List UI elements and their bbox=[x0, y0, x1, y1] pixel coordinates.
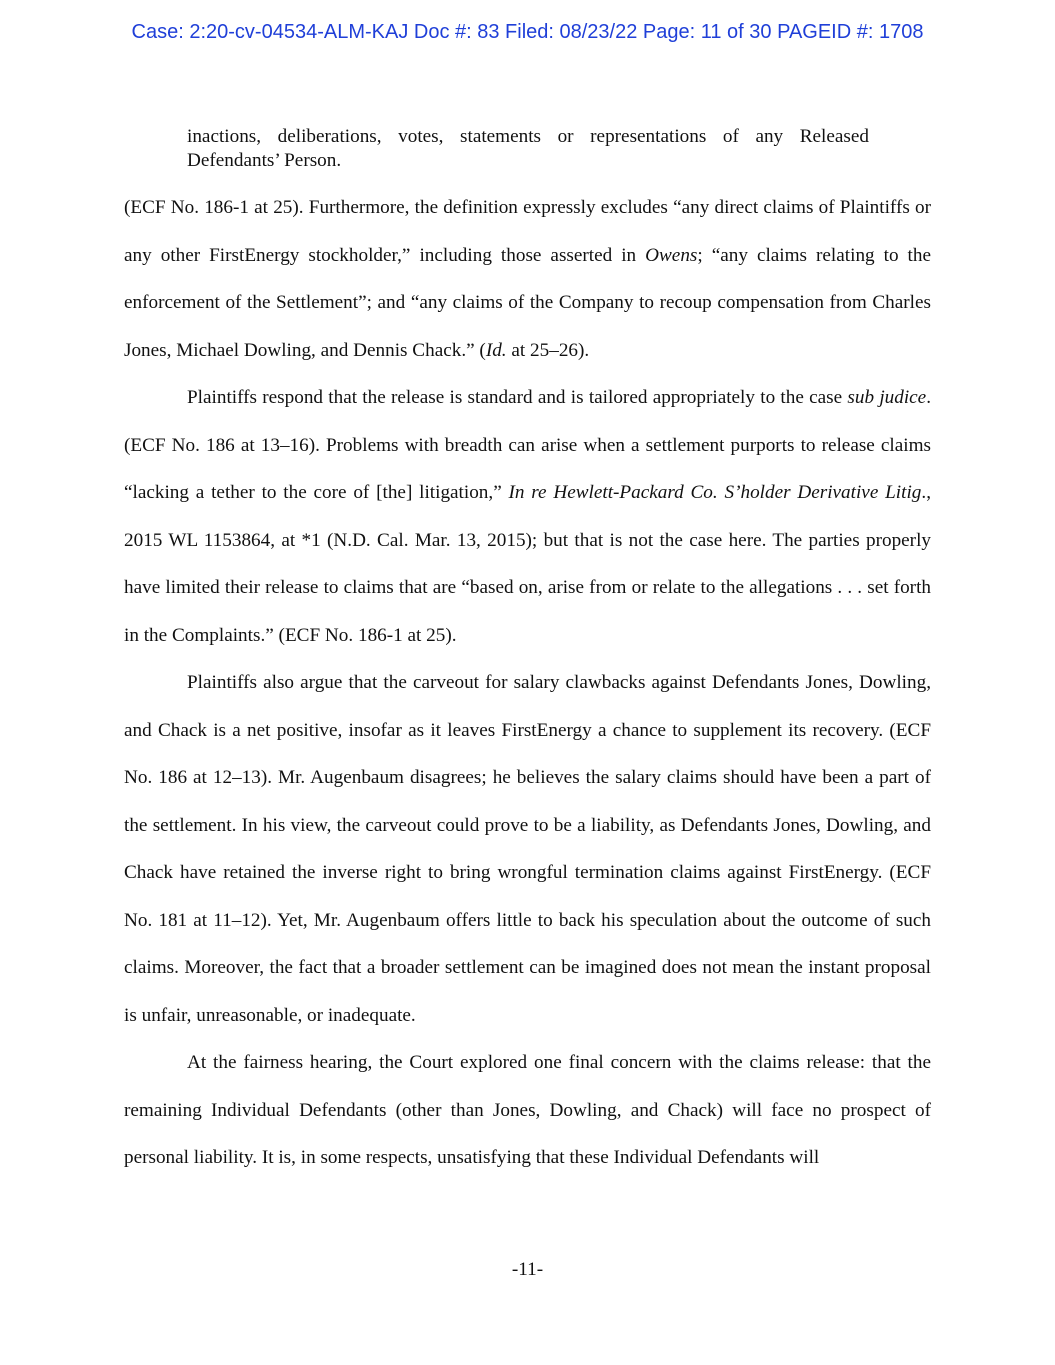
paragraph-4: At the fairness hearing, the Court explored one final concern with the claims release: that the remaining Individual Defendants (other than Jones, Dowling, and Chack) will face no prospect of personal liability. It is, in some respects, unsatisfying that these Individual Defendants will bbox=[124, 1052, 931, 1168]
paragraph-2-text-3: ., 2015 WL 1153864, at *1 (N.D. Cal. Mar. 13, 2015); but that is not the case here. The parties properly have limited their release to claims that are “based on, arise from or relate to the allegations . . . set forth in the Complaints.” (ECF No. 186-1 at 25). bbox=[124, 482, 931, 646]
paragraph-1 bbox=[124, 184, 931, 374]
paragraph-2-text-1: Plaintiffs respond that the release is standard and is tailored appropriately to the case bbox=[187, 387, 848, 408]
paragraph-2 bbox=[124, 374, 931, 659]
case-header: Case: 2:20-cv-04534-ALM-KAJ Doc #: 83 Filed: 08/23/22 Page: 11 of 30 PAGEID #: 1708 bbox=[131, 21, 924, 43]
case-name-owens: Owens bbox=[645, 244, 698, 266]
page-number: -11- bbox=[511, 1259, 544, 1280]
paragraph-2-text-2: . (ECF No. 186 at 13–16). Problems with breadth can arise when a settlement purports to release claims “lacking a tether to the core of [the] litigation,” bbox=[124, 387, 931, 503]
document-body bbox=[124, 184, 931, 1182]
block-quote: inactions, deliberations, votes, statements or representations of any Released Defendants’ Person. bbox=[187, 126, 869, 171]
paragraph-1-text-2: ; “any claims relating to the enforcement of the Settlement”; and “any claims of the Company to recoup compensation from Charles Jones, Michael Dowling, and Dennis Chack.” ( bbox=[124, 244, 931, 361]
citation-id: Id. bbox=[485, 339, 507, 361]
case-name-hewlett-packard: In re Hewlett-Packard Co. S’holder Derivative Litig bbox=[508, 482, 922, 503]
paragraph-1-text-1: (ECF No. 186-1 at 25). Furthermore, the definition expressly excludes “any direct claims of Plaintiffs or any other FirstEnergy stockholder,” including those asserted in bbox=[124, 197, 931, 266]
paragraph-3: Plaintiffs also argue that the carveout for salary clawbacks against Defendants Jones, Dowling, and Chack is a net positive, insofar as it leaves FirstEnergy a chance to supplement its recovery. (ECF No. 186 at 12–13). Mr. Augenbaum disagrees; he believes the salary claims should have been a part of the settlement. In his view, the carveout could prove to be a liability, as Defendants Jones, Dowling, and Chack have retained the inverse right to bring wrongful termination claims against FirstEnergy. (ECF No. 181 at 11–12). Yet, Mr. Augenbaum offers little to back his speculation about the outcome of such claims. Moreover, the fact that a broader settlement can be imagined does not mean the instant proposal is unfair, unreasonable, or inadequate. bbox=[124, 672, 931, 1026]
latin-term: sub judice bbox=[847, 387, 927, 408]
paragraph-1-text-3: at 25–26). bbox=[506, 339, 590, 361]
